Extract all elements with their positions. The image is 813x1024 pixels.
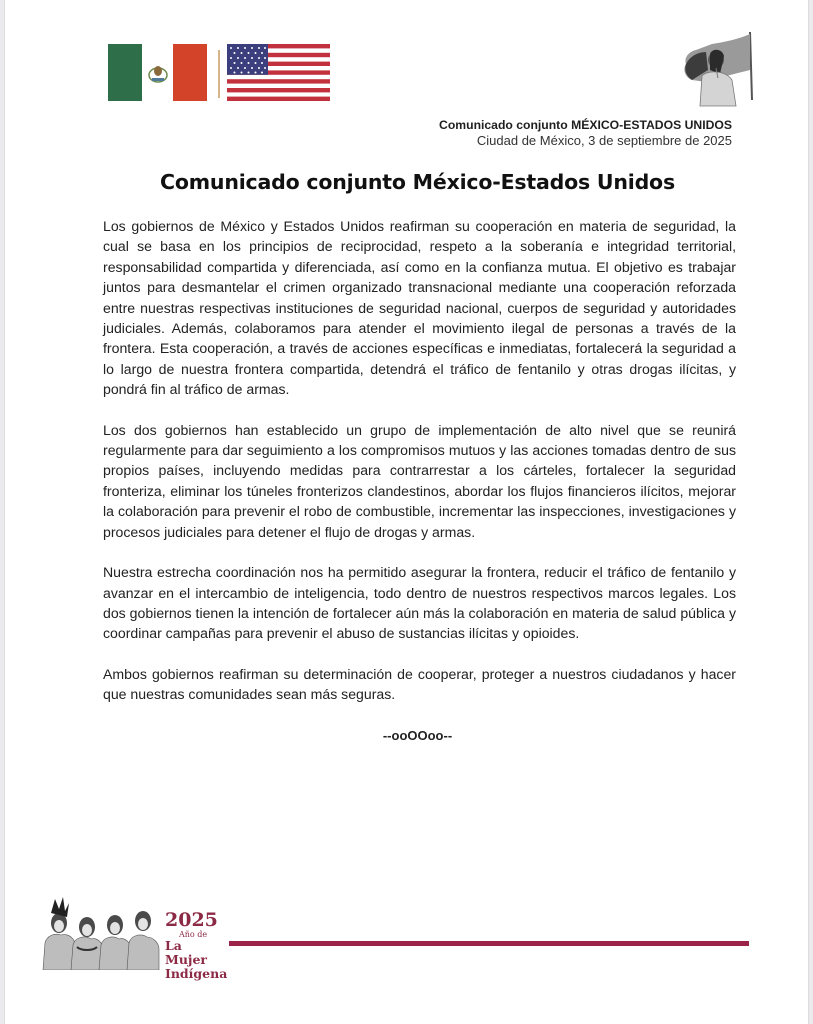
closing-separator: --ooOOoo-- [382, 728, 453, 743]
paragraph: Nuestra estrecha coordinación nos ha permitido asegurar la frontera, reducir el tráfico de fentanilo y avanzar en el intercambio de inteligencia, todo dentro de nuestros respectivos marcos legales. Los dos gobiernos tienen la intención de fortalecer aún más la colaboración en materia de salud pública y coordinar campañas para prevenir el abuso de sustancias ilícitas y opioides. [103, 564, 736, 642]
document-body [103, 216, 736, 725]
mexico-flag-red-stripe [173, 44, 207, 101]
year-theme-line1: La Mujer [165, 938, 207, 967]
paragraph: Los gobiernos de México y Estados Unidos reafirman su cooperación en materia de seguridad, la cual se basa en los principios de reciprocidad, respeto a la soberanía e integridad territorial, responsabilidad compartida y diferenciada, así como en la confianza mutua. El objetivo es trabajar juntos para desmantelar el crimen organizado transnacional mediante una cooperación reforzada entre nuestras respectivas instituciones de seguridad nacional, cuerpos de seguridad y autoridades judiciales. Además, colaboramos para atender el movimiento ilegal de personas a través de la frontera. Esta cooperación, a través de acciones específicas e inmediatas, fortalecerá la seguridad a lo largo de nuestra frontera compartida, detendrá el tráfico de fentanilo y otras drogas ilícitas, y pondrá fin al tráfico de armas. [103, 218, 736, 398]
flag-divider [218, 50, 220, 98]
mexico-coat-of-arms-icon [147, 62, 169, 84]
header-flags [108, 44, 330, 102]
footer-divider [229, 941, 749, 946]
communique-label: Comunicado conjunto MÉXICO-ESTADOS UNIDOS [439, 118, 732, 132]
indigenous-women-illustration [41, 895, 161, 970]
paragraph: Los dos gobiernos han establecido un grupo de implementación de alto nivel que se reunirá regularmente para dar seguimiento a los compromisos mutuos y las acciones tomadas dentro de sus propios países, incluyendo medidas para contrarrestar a los cárteles, fortalecer la seguridad fronteriza, eliminar los túneles fronterizos clandestinos, abordar los flujos financieros ilícitos, mejorar la colaboración para prevenir el robo de combustible, incrementar las inspecciones, investigaciones y procesos judiciales para detener el flujo de drogas y armas. [103, 421, 736, 540]
communique-header [332, 118, 732, 149]
us-flag-icon [227, 44, 330, 101]
year-theme-line2: Indígena [165, 966, 228, 981]
paragraph: Ambos gobiernos reafirman su determinación de cooperar, proteger a nuestros ciudadanos y hacer que nuestras comunidades sean más seguras. [103, 665, 736, 703]
document-page [4, 0, 809, 1024]
mexico-flag-green-stripe [108, 44, 142, 101]
heroine-flag-illustration [676, 30, 756, 108]
document-title: Comunicado conjunto México-Estados Unidos [160, 170, 675, 194]
year-badge [165, 909, 228, 981]
year-subtitle: Año de [179, 930, 208, 939]
year-number: 2025 [165, 909, 218, 931]
place-date: Ciudad de México, 3 de septiembre de 2025 [476, 133, 732, 148]
